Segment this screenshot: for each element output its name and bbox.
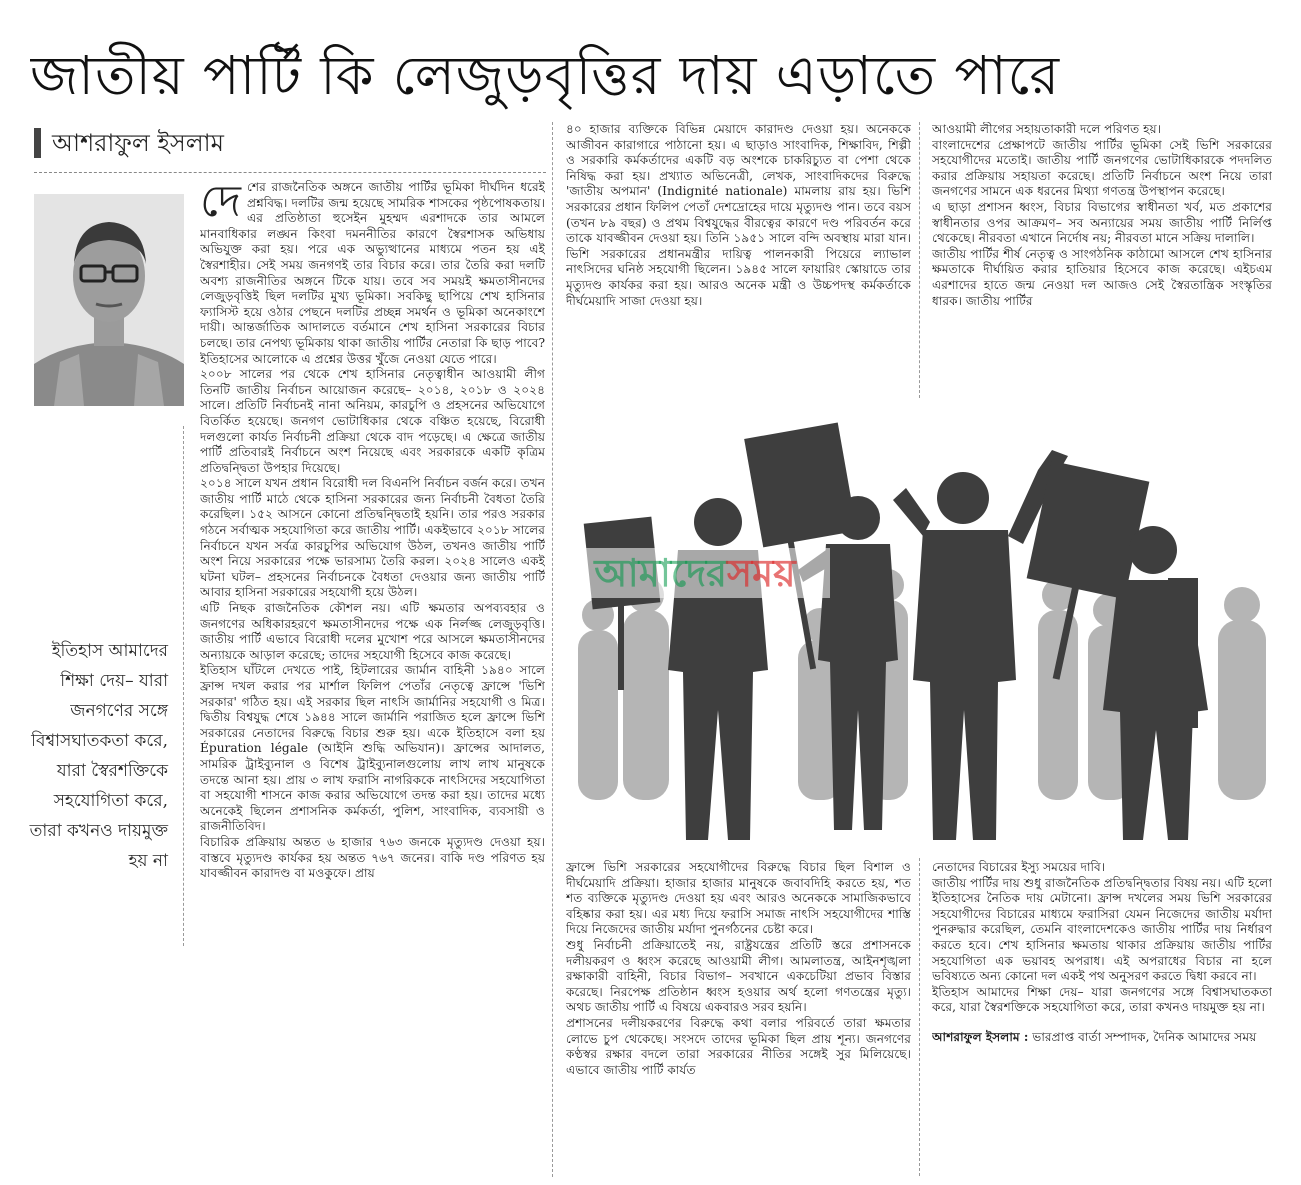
article-column-3-top <box>932 122 1272 374</box>
watermark-logo <box>560 548 830 598</box>
paragraph: ২০০৮ সালের পর থেকে শেখ হাসিনার নেতৃত্বাধীন আওয়ামী লীগ তিনটি জাতীয় নির্বাচন আয়োজন করেছে– ২০১৪, ২০১৮ ও ২০২৪ সালে। প্রতিটি নির্বাচনই নানা অনিয়ম, কারচুপি ও প্রহসনের অভিযোগে বিতর্কিত হয়েছে। জনগণ ভোটাধিকার থেকে বঞ্চিত হয়েছে, বিরোধী দলগুলো কার্যত নির্বাচনী প্রক্রিয়া থেকে বাদ পড়েছে। এ ক্ষেত্রে জাতীয় পার্টি প্রতিবারই নির্বাচনে অংশ নিয়েছে এবং সরকারকে একটি কৃত্রিম প্রতিদ্বন্দ্বিতা উপহার দিয়েছে। <box>200 367 545 475</box>
column-divider-1 <box>183 426 184 946</box>
paragraph: জাতীয় পার্টির শীর্ষ নেতৃত্ব ও সাংগঠনিক কাঠামো আসলে শেখ হাসিনার ক্ষমতাকে দীর্ঘায়িত করার হাতিয়ার হিসেবে কাজ করেছে। এইচএম এরশাদের হাতে জন্ম নেওয়া দল আজও সেই স্বৈরতান্ত্রিক সংস্কৃতির ধারক। জাতীয় পার্টির <box>932 246 1272 308</box>
author-byline: আশরাফুল ইসলাম <box>52 129 224 157</box>
author-note-role: ভারপ্রাপ্ত বার্তা সম্পাদক, দৈনিক আমাদের সময় <box>1032 1029 1257 1044</box>
paragraph: এটি নিছক রাজনৈতিক কৌশল নয়। এটি ক্ষমতার অপব্যবহার ও জনগণের অধিকারহরণে ক্ষমতাসীনদের পক্ষে এক নির্লজ্জ লেজুড়বৃত্তি। জাতীয় পার্টি এভাবে বিরোধী দলের মুখোশ পরে আসলে ক্ষমতাসীনদের অন্যায়কে আড়াল করেছে; তাদের সহযোগী হিসেবে কাজ করেছে। <box>200 601 545 662</box>
article-column-3-bottom <box>932 860 1272 1178</box>
protest-illustration <box>568 410 1273 850</box>
paragraph: বাংলাদেশের প্রেক্ষাপটে জাতীয় পার্টির ভূমিকা সেই ভিশি সরকারের সহযোগীদের মতোই। জাতীয় পার্টি জনগণের ভোটাধিকারকে পদদলিত করার প্রক্রিয়ায় সহায়তা করেছে। প্রতিটি নির্বাচনে অংশ নিয়ে তারা জনগণের সামনে এক ধরনের মিথ্যা গণতন্ত্র উপস্থাপন করেছে। <box>932 137 1272 199</box>
author-note-name: আশরাফুল ইসলাম : <box>932 1029 1029 1044</box>
article-column-2-bottom <box>566 860 911 1178</box>
paragraph <box>200 180 545 367</box>
dropcap: দে <box>200 180 241 227</box>
column-divider-4 <box>919 858 920 1176</box>
article-column-2-top <box>566 122 911 372</box>
column-divider-2 <box>552 122 553 1177</box>
watermark-part-1: আমাদের <box>594 551 727 595</box>
headline: জাতীয় পার্টি কি লেজুড়বৃত্তির দায় এড়াতে পারে <box>30 44 1061 107</box>
paragraph: প্রশাসনের দলীয়করণের বিরুদ্ধে কথা বলার পরিবর্তে তারা ক্ষমতার লোভে চুপ থেকেছে। সংসদে তাদের ভূমিকা ছিল প্রায় শূন্য। জনগণের কণ্ঠস্বর রক্ষার বদলে তারা সরকারের নীতির সঙ্গেই সুর মিলিয়েছে। এভাবে জাতীয় পার্টি কার্যত <box>566 1015 911 1077</box>
paragraph: বিচারিক প্রক্রিয়ায় অন্তত ৬ হাজার ৭৬৩ জনকে মৃত্যুদণ্ড দেওয়া হয়। বাস্তবে মৃত্যুদণ্ড কার্যকর হয় অন্তত ৭৬৭ জনের। বাকি দণ্ড পরিণত হয় যাবজ্জীবন কারাদণ্ড বা মওকুফে। প্রায় <box>200 834 545 881</box>
paragraph: এ ছাড়া প্রশাসন ধ্বংস, বিচার বিভাগের স্বাধীনতা খর্ব, মত প্রকাশের স্বাধীনতার ওপর আক্রমণ– সব অন্যায়ের সময় জাতীয় পার্টি নির্লিপ্ত থেকেছে। নীরবতা এখানে নির্দোষ নয়; নীরবতা মানে সক্রিয় দালালি। <box>932 199 1272 246</box>
paragraph: শুধু নির্বাচনী প্রক্রিয়াতেই নয়, রাষ্ট্রযন্ত্রের প্রতিটি স্তরে প্রশাসনকে দলীয়করণ ও ধ্বংস করেছে আওয়ামী লীগ। আমলাতন্ত্র, আইনশৃঙ্খলা রক্ষাকারী বাহিনী, বিচার বিভাগ– সবখানে একচেটিয়া প্রভাব বিস্তার করেছে। নিরপেক্ষ প্রতিষ্ঠান ধ্বংস হওয়ার অর্থ হলো গণতন্ত্রের মৃত্যু। অথচ জাতীয় পার্টি এ বিষয়ে একবারও সরব হয়নি। <box>566 937 911 1015</box>
watermark-part-2: সময় <box>727 551 796 595</box>
byline-divider <box>34 172 546 173</box>
paragraph: ইতিহাস ঘাঁটলে দেখতে পাই, হিটলারের জার্মান বাহিনী ১৯৪০ সালে ফ্রান্স দখল করার পর মার্শাল ফিলিপ পেতাঁর নেতৃত্বে ফ্রান্সে 'ভিশি সরকার' গঠিত হয়। এই সরকার ছিল নাৎসি জার্মানির সহযোগী ও মিত্র। দ্বিতীয় বিশ্বযুদ্ধ শেষে ১৯৪৪ সালে জার্মানি পরাজিত হলে ফ্রান্সে ভিশি সরকারের নেতাদের বিরুদ্ধে বিচার শুরু হয়। একে ইতিহাসে বলা হয় Épuration légale (আইনি শুদ্ধি অভিযান)। ফ্রান্সের আদালত, সামরিক ট্রাইব্যুনাল ও বিশেষ ট্রাইব্যুনালগুলোয় লাখ লাখ মানুষকে তদন্তে আনা হয়। প্রায় ৩ লাখ ফরাসি নাগরিককে নাৎসিদের সহযোগিতা বা সহযোগী শাসনে কাজ করার অভিযোগে তদন্ত করা হয়। তাদের মধ্যে অনেকেই ছিলেন প্রশাসনিক কর্মকর্তা, পুলিশ, সাংবাদিক, ব্যবসায়ী ও রাজনীতিবিদ। <box>200 663 545 834</box>
paragraph-text: শের রাজনৈতিক অঙ্গনে জাতীয় পার্টির ভূমিকা দীর্ঘদিন ধরেই প্রশ্নবিদ্ধ। দলটির জন্ম হয়েছে সামরিক শাসকের পৃষ্ঠপোষকতায়। এর প্রতিষ্ঠাতা হুসেইন মুহম্মদ এরশাদকে তার আমলে মানবাধিকার লঙ্ঘন কিংবা দমননীতির কারণে স্বৈরশাসক অভিধায় অভিযুক্ত করা হয়। পরে এক অভ্যুত্থানের মাধ্যমে পতন হয় এই স্বৈরশাহীর। সেই সময় জনগণই তার বিচার করে। তার তৈরি করা দলটি অবশ্য রাজনীতির অঙ্গনে টিকে যায়। তবে সব সময়ই ক্ষমতাসীনদের লেজুড়বৃত্তিই ছিল দলটির মুখ্য ভূমিকা। সবকিছু ছাপিয়ে শেখ হাসিনার ফ্যাসিস্ট হয়ে ওঠার পেছনে দলটির প্রচ্ছন্ন সমর্থন ও ভূমিকা অনেকাংশে দায়ী। আন্তর্জাতিক আদালতে বর্তমানে শেখ হাসিনা সরকারের বিচার চলছে। তার নেপথ্য ভূমিকায় থাকা জাতীয় পার্টির নেতারা কি ছাড় পাবে? ইতিহাসের আলোকে এ প্রশ্নের উত্তর খুঁজে নেওয়া যেতে পারে। <box>200 180 545 366</box>
pull-quote: ইতিহাস আমাদের শিক্ষা দেয়– যারা জনগণের সঙ্গে বিশ্বাসঘাতকতা করে, যারা স্বৈরশক্তিকে সহযোগিতা করে, তারা কখনও দায়মুক্ত হয় না <box>29 641 168 871</box>
paragraph: ফ্রান্সে ভিশি সরকারের সহযোগীদের বিরুদ্ধে বিচার ছিল বিশাল ও দীর্ঘমেয়াদি প্রক্রিয়া। হাজার হাজার মানুষকে জবাবদিহি করতে হয়, শত শত ব্যক্তিকে মৃত্যুদণ্ড দেওয়া হয় এবং আরও অনেককে সামাজিকভাবে বহিষ্কার করা হয়। এর মধ্য দিয়ে ফরাসি সমাজ নাৎসি সহযোগীদের শাস্তি দিয়ে নিজেদের জাতীয় মর্যাদা পুনর্গঠনের চেষ্টা করে। <box>566 860 911 937</box>
author-photo <box>34 194 184 406</box>
author-note <box>932 1030 1272 1046</box>
paragraph: নেতাদের বিচারের ইস্যু সময়ের দাবি। <box>932 860 1106 874</box>
paragraph: আওয়ামী লীগের সহায়তাকারী দলে পরিণত হয়। <box>932 122 1162 136</box>
article-column-1 <box>200 180 545 1180</box>
paragraph: জাতীয় পার্টির দায় শুধু রাজনৈতিক প্রতিদ্বন্দ্বিতার বিষয় নয়। এটি হলো ইতিহাসের নৈতিক দায় মেটানো। ফ্রান্স দখলের সময় ভিশি সরকারের সহযোগীদের বিচারের মাধ্যমে ফরাসিরা যেমন নিজেদের জাতীয় মর্যাদা পুনরুদ্ধার করেছিল, তেমনি বাংলাদেশকেও জাতীয় পার্টির দায় নির্ধারণ করতে হবে। শেখ হাসিনার ক্ষমতায় থাকার প্রক্রিয়ায় জাতীয় পার্টির সহযোগিতা এক ভয়াবহ অপরাধ। এই অপরাধের বিচার না হলে ভবিষ্যতে অন্য কোনো দল একই পথ অনুসরণ করতে দ্বিধা করবে না। <box>932 875 1272 984</box>
paragraph: ৪০ হাজার ব্যক্তিকে বিভিন্ন মেয়াদে কারাদণ্ড দেওয়া হয়। অনেককে আজীবন কারাগারে পাঠানো হয়। এ ছাড়াও সাংবাদিক, শিক্ষাবিদ, শিল্পী ও সরকারি কর্মকর্তাদের একটি বড় অংশকে চাকরিচ্যুত বা পেশা থেকে নিষিদ্ধ করা হয়। প্রখ্যাত অভিনেত্রী, লেখক, সাংবাদিকদের বিরুদ্ধে 'জাতীয় অপমান' (Indignité nationale) মামলায় রায় হয়। ভিশি সরকারের প্রধান ফিলিপ পেতাঁ দেশদ্রোহের দায়ে মৃত্যুদণ্ড পান। তবে বয়স (তখন ৮৯ বছর) ও প্রথম বিশ্বযুদ্ধের বীরত্বের কারণে দণ্ড পরিবর্তন করে তাকে যাবজ্জীবন দেওয়া হয়। তিনি ১৯৫১ সালে বন্দি অবস্থায় মারা যান। ভিশি সরকারের প্রধানমন্ত্রীর দায়িত্ব পালনকারী পিয়েরে ল্যাভাল নাৎসিদের ঘনিষ্ঠ সহযোগী ছিলেন। ১৯৪৫ সালে ফায়ারিং স্কোয়াডে তার মৃত্যুদণ্ড কার্যকর করা হয়। আরও অনেক মন্ত্রী ও উচ্চপদস্থ কর্মকর্তাকে দীর্ঘমেয়াদি সাজা দেওয়া হয়। <box>566 122 911 308</box>
paragraph: ২০১৪ সালে যখন প্রধান বিরোধী দল বিএনপি নির্বাচন বর্জন করে। তখন জাতীয় পার্টি মাঠে থেকে হাসিনা সরকারের জন্য নির্বাচনী বৈধতা তৈরি করেছিল। ১৫২ আসনে কোনো প্রতিদ্বন্দ্বিতাই হয়নি। তার পরও সরকার গঠনে সর্বাত্মক সহযোগিতা করে জাতীয় পার্টি। একইভাবে ২০১৮ সালের নির্বাচনে যখন সর্বত্র কারচুপির অভিযোগ উঠল, তখনও জাতীয় পার্টি অংশ নিয়ে সরকারের পক্ষে ভারসাম্য তৈরি করল। ২০২৪ সালেও একই ঘটনা ঘটল– প্রহসনের নির্বাচনকে বৈধতা দেওয়ার জন্য জাতীয় পার্টি আবার হাসিনা সরকারের সহযোগী হয়ে উঠল। <box>200 476 545 600</box>
column-divider-3 <box>919 122 920 398</box>
paragraph: ইতিহাস আমাদের শিক্ষা দেয়– যারা জনগণের সঙ্গে বিশ্বাসঘাতকতা করে, যারা স্বৈরশক্তিকে সহযোগিতা করে, তারা কখনও দায়মুক্ত হয় না। <box>932 984 1272 1015</box>
byline-bar <box>34 128 41 158</box>
